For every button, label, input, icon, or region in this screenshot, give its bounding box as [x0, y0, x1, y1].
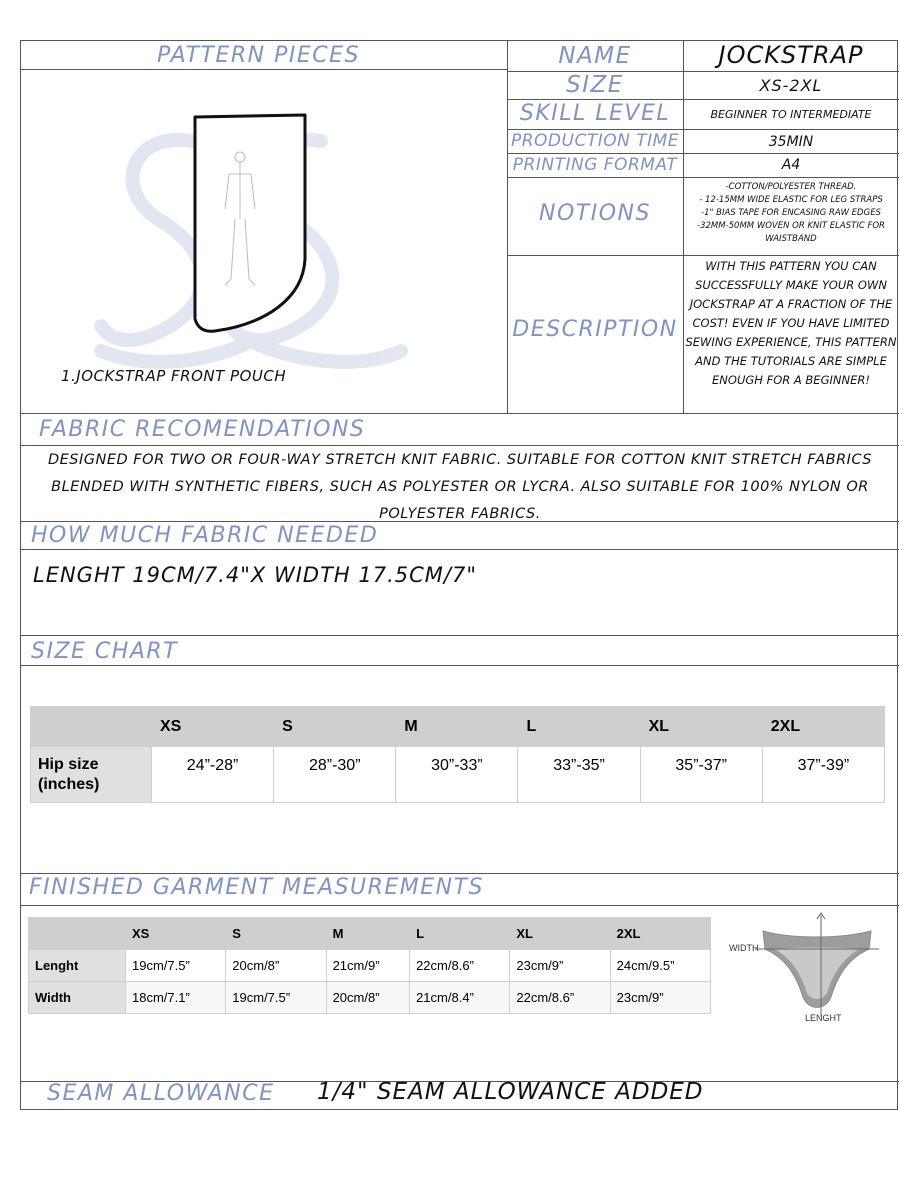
divider	[507, 153, 899, 154]
pattern-pieces-title: PATTERN PIECES	[157, 43, 361, 68]
printing-format-label: PRINTING FORMAT	[512, 155, 678, 175]
divider	[507, 129, 899, 130]
size-header-cell: XS	[152, 707, 274, 747]
length-value: 24cm/9.5”	[610, 950, 710, 982]
size-chart-corner-cell	[31, 707, 152, 747]
diagram-width-label: WIDTH	[729, 943, 759, 953]
divider	[21, 665, 899, 666]
divider	[21, 413, 899, 414]
finished-measurements-title: FINISHED GARMENT MEASUREMENTS	[29, 875, 485, 900]
length-value: 23cm/9”	[510, 950, 610, 982]
hip-size-label: Hip size (inches)	[31, 747, 152, 803]
notion-item: - 12-15MM WIDE ELASTIC FOR LEG STRAPS	[699, 195, 883, 205]
front-pouch-pattern-piece	[185, 109, 315, 341]
hip-size-value: 37”-39”	[762, 747, 884, 803]
divider	[21, 873, 899, 874]
hip-size-value: 33”-35”	[518, 747, 640, 803]
divider	[507, 99, 899, 100]
diagram-length-label: LENGHT	[805, 1013, 842, 1023]
width-value: 18cm/7.1”	[126, 982, 226, 1014]
description-text: WITH THIS PATTERN YOU CAN SUCCESSFULLY MAKE YOUR OWN JOCKSTRAP AT A FRACTION OF THE COST! EVEN IF YOU HAVE LIMITED SEWING EXPERIENCE, THIS PATTERN AND THE TUTORIALS ARE SIMPLE ENOUGH FOR A BEGINNER!	[685, 259, 897, 387]
hip-size-value: 28”-30”	[274, 747, 396, 803]
skill-level-label: SKILL LEVEL	[519, 101, 671, 126]
size-header-cell: S	[274, 707, 396, 747]
width-value: 21cm/8.4”	[410, 982, 510, 1014]
divider	[21, 905, 899, 906]
length-value: 20cm/8”	[226, 950, 326, 982]
description-label: DESCRIPTION	[512, 317, 678, 342]
size-header-cell: M	[396, 707, 518, 747]
size-header-cell: XL	[640, 707, 762, 747]
divider	[21, 549, 899, 550]
hip-size-value: 24”-28”	[152, 747, 274, 803]
fabric-needed-title: HOW MUCH FABRIC NEEDED	[31, 523, 379, 548]
fabric-recommendations-text: DESIGNED FOR TWO OR FOUR-WAY STRETCH KNIT FABRIC. SUITABLE FOR COTTON KNIT STRETCH FABRICS BLENDED WITH SYNTHETIC FIBERS, SUCH AS POLYESTER OR LYCRA. ALSO SUITABLE FOR 100% NYLON OR POLYESTER FABRICS.	[47, 452, 873, 522]
size-header-cell: 2XL	[762, 707, 884, 747]
printing-format-value: A4	[781, 157, 801, 173]
finished-size-header: XS	[126, 918, 226, 950]
finished-corner-cell	[29, 918, 126, 950]
pattern-sheet	[20, 40, 898, 1110]
divider	[507, 177, 899, 178]
fabric-needed-text: LENGHT 19CM/7.4"X WIDTH 17.5CM/7"	[33, 563, 477, 587]
width-value: 22cm/8.6”	[510, 982, 610, 1014]
size-label: SIZE	[566, 72, 624, 98]
width-row	[29, 982, 711, 1014]
seam-allowance-text: 1/4" SEAM ALLOWANCE ADDED	[317, 1079, 704, 1105]
skill-level-value: BEGINNER TO INTERMEDIATE	[710, 108, 872, 121]
size-chart-header-row	[31, 707, 885, 747]
length-value: 19cm/7.5”	[126, 950, 226, 982]
finished-size-header: L	[410, 918, 510, 950]
divider	[21, 69, 507, 70]
production-time-value: 35MIN	[768, 134, 814, 150]
finished-size-header: XL	[510, 918, 610, 950]
size-value: XS-2XL	[759, 76, 823, 95]
width-value: 20cm/8”	[326, 982, 410, 1014]
divider	[683, 41, 684, 413]
name-value: JOCKSTRAP	[718, 41, 864, 69]
size-chart-table	[30, 706, 885, 803]
finished-measurements-table	[28, 917, 711, 1014]
notion-item: -1" BIAS TAPE FOR ENCASING RAW EDGES	[701, 208, 881, 218]
width-value: 19cm/7.5”	[226, 982, 326, 1014]
width-label: Width	[29, 982, 126, 1014]
divider	[21, 635, 899, 636]
length-value: 21cm/9”	[326, 950, 410, 982]
finished-size-header: 2XL	[610, 918, 710, 950]
notion-item: -32MM-50MM WOVEN OR KNIT ELASTIC FOR WAISTBAND	[697, 221, 885, 244]
finished-size-header: M	[326, 918, 410, 950]
size-header-cell: L	[518, 707, 640, 747]
notions-list	[685, 181, 897, 246]
hip-size-value: 35”-37”	[640, 747, 762, 803]
finished-size-header: S	[226, 918, 326, 950]
length-row	[29, 950, 711, 982]
pouch-piece-label: 1.JOCKSTRAP FRONT POUCH	[61, 367, 287, 385]
fabric-recommendations-title: FABRIC RECOMENDATIONS	[39, 417, 366, 442]
divider	[507, 255, 899, 256]
width-value: 23cm/9”	[610, 982, 710, 1014]
hip-size-row	[31, 747, 885, 803]
size-chart-title: SIZE CHART	[31, 639, 179, 664]
finished-header-row	[29, 918, 711, 950]
length-label: Lenght	[29, 950, 126, 982]
length-value: 22cm/8.6”	[410, 950, 510, 982]
production-time-label: PRODUCTION TIME	[510, 131, 680, 151]
divider	[21, 445, 899, 446]
notions-label: NOTIONS	[539, 201, 651, 226]
seam-allowance-title: SEAM ALLOWANCE	[47, 1081, 275, 1106]
notion-item: -COTTON/POLYESTER THREAD.	[725, 182, 857, 192]
name-label: NAME	[558, 43, 632, 69]
hip-size-value: 30”-33”	[396, 747, 518, 803]
